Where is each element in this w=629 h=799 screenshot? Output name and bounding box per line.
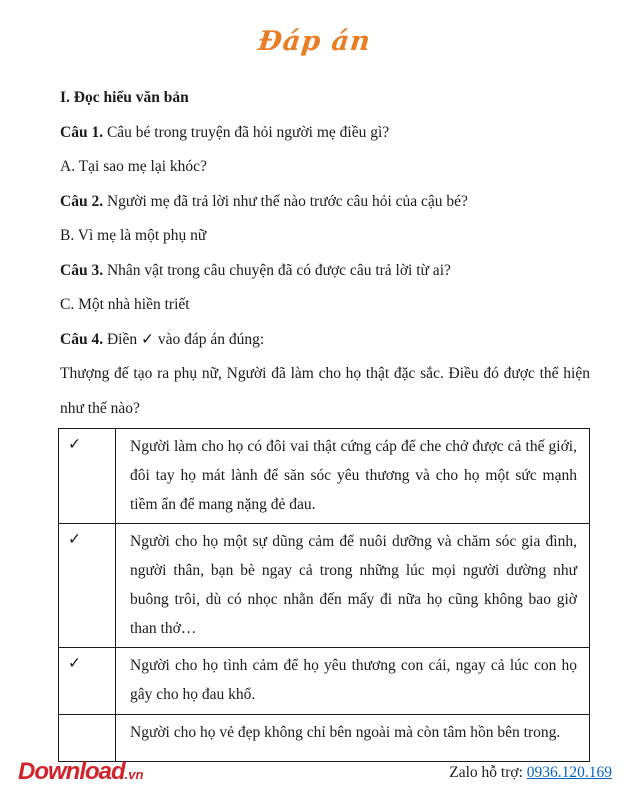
question-4-text: Điền ✓ vào đáp án đúng: bbox=[106, 330, 265, 348]
logo-suffix-text: .vn bbox=[124, 767, 144, 782]
checkmark-icon: ✓ bbox=[68, 436, 81, 453]
question-3-label: Câu 3. bbox=[60, 261, 104, 279]
answer-option-text: Người làm cho họ có đôi vai thật cứng cáp để che chở được cả thế giới, đôi tay họ mát lành để săn sóc yêu thương và cho họ một sức mạnh tiềm ẩn để mang nặng đẻ đau. bbox=[116, 429, 590, 524]
answers-table bbox=[58, 428, 590, 762]
check-cell bbox=[59, 429, 116, 524]
check-cell bbox=[59, 524, 116, 648]
answer-3: C. Một nhà hiền triết bbox=[60, 296, 190, 313]
zalo-support-line bbox=[449, 764, 612, 782]
section-heading-text: I. Đọc hiểu văn bản bbox=[60, 89, 189, 106]
checkmark-icon: ✓ bbox=[68, 655, 81, 672]
answer-option-text: Người cho họ vẻ đẹp không chỉ bên ngoài mà còn tâm hồn bên trong. bbox=[116, 715, 590, 762]
download-vn-logo[interactable] bbox=[18, 758, 143, 786]
section-heading bbox=[60, 81, 590, 116]
question-1-text: Câu bé trong truyện đã hỏi người mẹ điều gì? bbox=[106, 123, 390, 141]
table-row bbox=[59, 715, 590, 762]
question-4 bbox=[60, 323, 590, 358]
check-cell bbox=[59, 715, 116, 762]
table-row bbox=[59, 524, 590, 648]
answer-1: A. Tại sao mẹ lại khóc? bbox=[60, 158, 207, 175]
table-row bbox=[59, 648, 590, 715]
checkmark-icon: ✓ bbox=[68, 531, 81, 548]
answer-2: B. Vì mẹ là một phụ nữ bbox=[60, 227, 207, 244]
document-body bbox=[60, 81, 590, 762]
question-1-label: Câu 1. bbox=[60, 123, 104, 141]
question-3-text: Nhân vật trong câu chuyện đã có được câu trả lời từ ai? bbox=[106, 261, 451, 279]
logo-text: Download bbox=[18, 758, 125, 785]
page-title: Đáp án bbox=[256, 26, 373, 57]
question-4-label: Câu 4. bbox=[60, 330, 104, 348]
zalo-support-label: Zalo hỗ trợ: bbox=[449, 764, 527, 781]
check-cell bbox=[59, 648, 116, 715]
question-2-text: Người mẹ đã trả lời như thế nào trước câu hỏi của cậu bé? bbox=[106, 192, 468, 210]
answer-option-text: Người cho họ một sự dũng cảm để nuôi dưỡng và chăm sóc gia đình, người thân, bạn bè ngay cả trong những lúc mọi người dường như buông trôi, dù có nhọc nhằn đến mấy đi nữa họ cũng không bao giờ than thở… bbox=[116, 524, 590, 648]
question-1 bbox=[60, 116, 590, 151]
zalo-phone-link[interactable]: 0936.120.169 bbox=[526, 764, 612, 781]
question-2-label: Câu 2. bbox=[60, 192, 104, 210]
question-2 bbox=[60, 185, 590, 220]
question-4-intro: Thượng đế tạo ra phụ nữ, Người đã làm cho họ thật đặc sắc. Điều đó được thể hiện như thế nào? bbox=[60, 365, 590, 417]
page-footer bbox=[0, 760, 629, 786]
answer-option-text: Người cho họ tình cảm để họ yêu thương con cái, ngay cả lúc con họ gây cho họ đau khổ. bbox=[116, 648, 590, 715]
table-row bbox=[59, 429, 590, 524]
question-3 bbox=[60, 254, 590, 289]
